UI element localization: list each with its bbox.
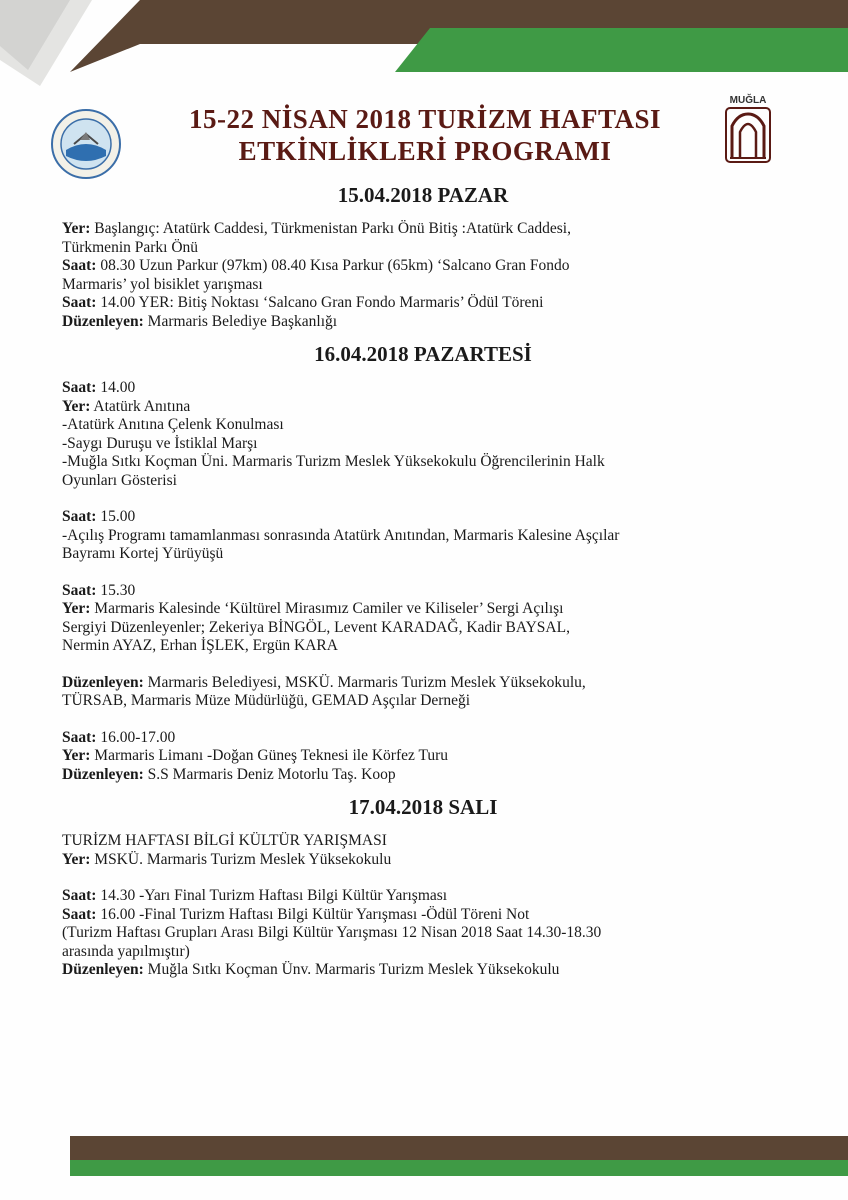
program-line: [62, 674, 784, 693]
field-label: Yer:: [62, 850, 91, 868]
field-text: TURİZM HAFTASI BİLGİ KÜLTÜR YARIŞMASI: [62, 832, 387, 849]
program-line: [62, 851, 784, 870]
program-line: [62, 887, 784, 906]
field-text: arasında yapılmıştır): [62, 942, 190, 960]
program-line: [62, 257, 784, 276]
program-line: [62, 600, 784, 619]
field-text: 16.00 -Final Turizm Haftası Bilgi Kültür Yarışması -Ödül Töreni Not: [96, 905, 530, 923]
program-line: [62, 545, 784, 564]
field-label: Saat:: [62, 379, 97, 396]
field-text: Muğla Sıtkı Koçman Ünv. Marmaris Turizm Meslek Yüksekokulu: [143, 961, 560, 978]
program-line: [62, 747, 784, 766]
field-text: -Açılış Programı tamamlanması sonrasında Atatürk Anıtından, Marmaris Kalesine Aşçılar: [62, 526, 620, 544]
top-band-green-stripe: [395, 28, 848, 72]
page-title-line-2: ETKİNLİKLERİ PROGRAMI: [238, 136, 612, 166]
field-text: 15.30: [96, 581, 136, 599]
field-label: Saat:: [62, 905, 97, 923]
program-line: [62, 582, 784, 601]
field-label: Saat:: [62, 257, 97, 274]
program-line: [62, 527, 784, 546]
field-text: Başlangıç: Atatürk Caddesi, Türkmenistan Parkı Önü Bitiş :Atatürk Caddesi,: [90, 220, 571, 237]
field-label: Düzenleyen:: [62, 765, 144, 783]
field-text: Marmaris Belediye Başkanlığı: [143, 312, 338, 330]
field-text: 14.30 -Yarı Final Turizm Haftası Bilgi Kültür Yarışması: [96, 887, 448, 904]
program-line: [62, 472, 784, 491]
bottom-band-brown-stripe: [70, 1136, 848, 1160]
field-text: S.S Marmaris Deniz Motorlu Taş. Koop: [143, 765, 396, 783]
field-label: Yer:: [62, 747, 91, 764]
field-text: Oyunları Gösterisi: [62, 471, 177, 489]
field-text: -Atatürk Anıtına Çelenk Konulması: [62, 416, 284, 433]
field-text: Bayramı Kortej Yürüyüşü: [62, 545, 224, 562]
field-label: Saat:: [62, 581, 97, 599]
program-line: [62, 729, 784, 748]
document-header: [0, 90, 848, 180]
program-line: [62, 692, 784, 711]
program-line: [62, 619, 784, 638]
field-text: MSKÜ. Marmaris Turizm Meslek Yüksekokulu: [90, 850, 392, 868]
field-text: 08.30 Uzun Parkur (97km) 08.40 Kısa Parkur (65km) ‘Salcano Gran Fondo: [96, 257, 570, 274]
program-content: [62, 182, 784, 990]
field-text: Sergiyi Düzenleyenler; Zekeriya BİNGÖL, Levent KARADAĞ, Kadir BAYSAL,: [62, 618, 570, 636]
field-text: TÜRSAB, Marmaris Müze Müdürlüğü, GEMAD Aşçılar Derneği: [62, 692, 471, 709]
marmaris-kaymakamligi-seal-icon: [50, 108, 122, 180]
field-label: Saat:: [62, 294, 97, 311]
field-label: Saat:: [62, 887, 97, 904]
program-line: [62, 435, 784, 454]
program-line: [62, 398, 784, 417]
program-line: [62, 943, 784, 962]
program-line: [62, 961, 784, 980]
field-text: 16.00-17.00: [96, 728, 176, 746]
program-line: [62, 508, 784, 527]
field-label: Yer:: [62, 600, 91, 617]
program-line: [62, 924, 784, 943]
program-line: [62, 220, 784, 239]
folded-corner-shadow: [0, 0, 110, 90]
field-label: Düzenleyen:: [62, 961, 144, 978]
day-heading: 15.04.2018 PAZAR: [337, 183, 509, 207]
field-text: -Saygı Duruşu ve İstiklal Marşı: [62, 434, 258, 452]
program-line: [62, 294, 784, 313]
page-title-line-1: 15-22 NİSAN 2018 TURİZM HAFTASI: [188, 104, 662, 134]
day-heading: 16.04.2018 PAZARTESİ: [314, 342, 532, 366]
program-line: [62, 906, 784, 925]
field-text: Marmaris Belediyesi, MSKÜ. Marmaris Turizm Meslek Yüksekokulu,: [143, 673, 586, 691]
program-line: [62, 832, 784, 851]
mugla-logo-icon: [716, 92, 780, 172]
field-label: Saat:: [62, 728, 97, 746]
field-text: 15.00: [96, 508, 136, 525]
top-decorative-band: [0, 0, 848, 72]
field-text: 14.00: [96, 379, 136, 396]
program-line: [62, 239, 784, 258]
field-text: -Muğla Sıtkı Koçman Üni. Marmaris Turizm Meslek Yüksekokulu Öğrencilerinin Halk: [62, 453, 605, 470]
program-line: [62, 453, 784, 472]
bottom-band-green-stripe: [70, 1160, 848, 1176]
day-heading: 17.04.2018 SALI: [348, 795, 498, 819]
field-label: Düzenleyen:: [62, 312, 144, 330]
program-line: [62, 276, 784, 295]
field-text: Türkmenin Parkı Önü: [62, 238, 199, 256]
field-text: Marmaris Limanı -Doğan Güneş Teknesi ile Körfez Turu: [90, 747, 449, 764]
field-text: Marmaris Kalesinde ‘Kültürel Mirasımız Camiler ve Kiliseler’ Sergi Açılışı: [90, 600, 564, 617]
program-line: [62, 379, 784, 398]
program-line: [62, 416, 784, 435]
field-text: 14.00 YER: Bitiş Noktası ‘Salcano Gran Fondo Marmaris’ Ödül Töreni: [96, 294, 544, 311]
field-label: Yer:: [62, 220, 91, 237]
field-text: (Turizm Haftası Grupları Arası Bilgi Kültür Yarışması 12 Nisan 2018 Saat 14.30-18.30: [62, 924, 602, 941]
field-text: Marmaris’ yol bisiklet yarışması: [62, 275, 263, 293]
program-line: [62, 637, 784, 656]
field-text: Atatürk Anıtına: [90, 397, 191, 415]
field-label: Saat:: [62, 508, 97, 525]
field-text: Nermin AYAZ, Erhan İŞLEK, Ergün KARA: [62, 637, 338, 654]
field-label: Yer:: [62, 397, 91, 415]
bottom-decorative-band: [0, 1136, 848, 1176]
program-line: [62, 313, 784, 332]
field-label: Düzenleyen:: [62, 673, 144, 691]
program-line: [62, 766, 784, 785]
mugla-logo-text: MUĞLA: [729, 95, 767, 106]
